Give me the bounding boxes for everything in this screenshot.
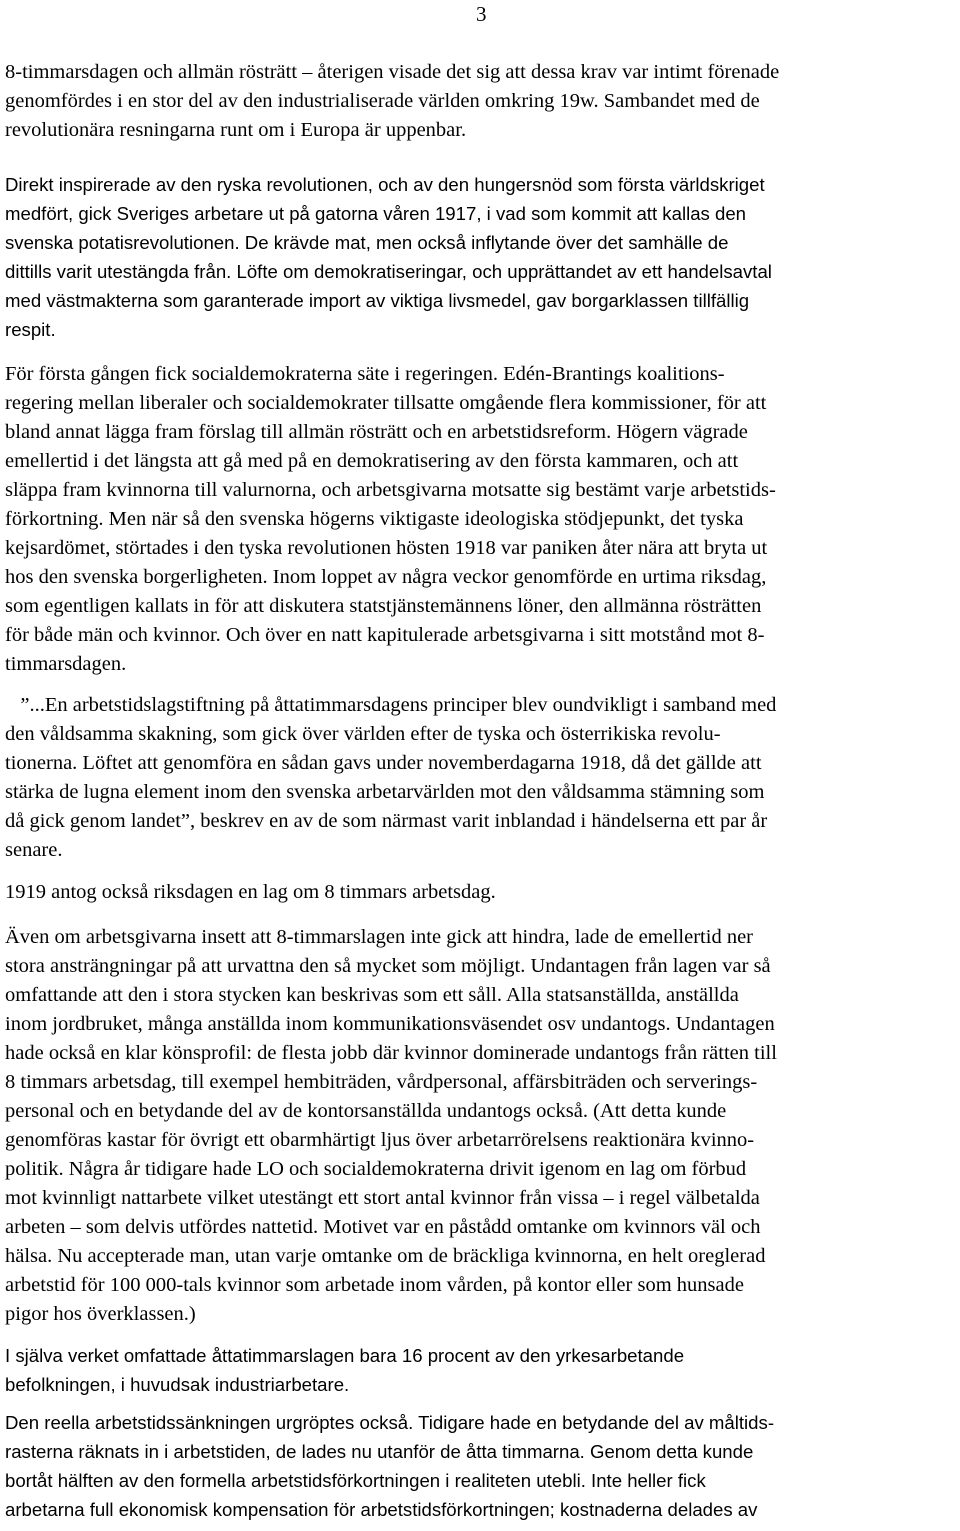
text-line: genomföras kastar för övrigt ett obarmhärtigt ljus över arbetarrörelsens reaktionära kvinno-	[5, 1129, 755, 1151]
text-line: arbetarna full ekonomisk kompensation för arbetstidsförkortningen; kostnaderna delades av	[5, 1499, 758, 1520]
text-line: stora ansträngningar på att urvattna den så mycket som möjligt. Undantagen från lagen var så	[5, 955, 771, 977]
text-line: 8-timmarsdagen och allmän rösträtt – återigen visade det sig att dessa krav var intimt förenade	[5, 61, 780, 83]
text-line: inom jordbruket, många anställda inom kommunikationsväsendet osv undantogs. Undantagen	[5, 1013, 775, 1035]
text-line: genomfördes i en stor del av den industrialiserade världen omkring 19w. Sambandet med de	[5, 90, 760, 112]
text-line: för både män och kvinnor. Och över en natt kapitulerade arbetsgivarna i sitt motstånd mot 8-	[5, 624, 765, 646]
text-line: då gick genom landet”, beskrev en av de som närmast varit inblandad i händelserna ett par år	[5, 810, 768, 832]
text-line: ”...En arbetstidslagstiftning på åttatimmarsdagens principer blev oundvikligt i samband med	[5, 694, 777, 716]
text-line: Även om arbetsgivarna insett att 8-timmarslagen inte gick att hindra, lade de emellertid ner	[5, 926, 753, 948]
page-number: 3	[476, 2, 487, 26]
text-line: pigor hos överklassen.)	[5, 1303, 196, 1325]
text-line: dittills varit utestängda från. Löfte om demokratiseringar, och upprättandet av ett handelsavtal	[5, 261, 772, 282]
text-line: arbeten – som delvis utfördes nattetid. Motivet var en påstådd omtanke om kvinnors väl och	[5, 1216, 761, 1238]
text-line: svenska potatisrevolutionen. De krävde mat, men också inflytande över det samhälle de	[5, 232, 729, 253]
text-line: respit.	[5, 319, 56, 340]
text-line: bortåt hälften av den formella arbetstidsförkortningen i realiteten utebli. Inte heller fick	[5, 1470, 706, 1491]
text-line: personal och en betydande del av de kontorsanställda undantogs också. (Att detta kunde	[5, 1100, 727, 1122]
text-line: arbetstid för 100 000-tals kvinnor som arbetade inom vården, på kontor eller som hunsade	[5, 1274, 744, 1296]
text-line: kejsardömet, störtades i den tyska revolutionen hösten 1918 var paniken åter nära att bryta ut	[5, 537, 768, 559]
text-line: omfattande att den i stora stycken kan beskrivas som ett såll. Alla statsanställda, anställda	[5, 984, 739, 1006]
text-line: senare.	[5, 839, 63, 861]
text-line: befolkningen, i huvudsak industriarbetare.	[5, 1374, 350, 1395]
text-line: förkortning. Men när så den svenska högerns viktigaste ideologiska stödjepunkt, det tyska	[5, 508, 744, 530]
text-line: 1919 antog också riksdagen en lag om 8 timmars arbetsdag.	[5, 881, 496, 903]
text-line: Direkt inspirerade av den ryska revolutionen, och av den hungersnöd som första världskriget	[5, 174, 765, 195]
text-line: I själva verket omfattade åttatimmarslagen bara 16 procent av den yrkesarbetande	[5, 1345, 685, 1366]
text-line: hos den svenska borgerligheten. Inom loppet av några veckor genomförde en urtima riksdag,	[5, 566, 767, 588]
text-line: regering mellan liberaler och socialdemokrater tillsatte omgående flera kommissioner, för att	[5, 392, 767, 414]
text-line: bland annat lägga fram förslag till allmän rösträtt och en arbetstidsreform. Högern vägrade	[5, 421, 748, 443]
text-line: emellertid i det längsta att gå med på en demokratisering av den första kammaren, och att	[5, 450, 739, 472]
text-line: timmarsdagen.	[5, 653, 127, 675]
text-line: tionerna. Löftet att genomföra en sådan gavs under novemberdagarna 1918, då det gällde att	[5, 752, 762, 774]
text-line: 8 timmars arbetsdag, till exempel hembiträden, vårdpersonal, affärsbiträden och serverings-	[5, 1071, 758, 1093]
text-line: med västmakterna som garanterade import av viktiga livsmedel, gav borgarklassen tillfällig	[5, 290, 750, 311]
text-line: stärka de lugna element inom den svenska arbetarvärlden mot den våldsamma stämning som	[5, 781, 765, 803]
text-line: den våldsamma skakning, som gick över världen efter de tyska och österrikiska revolu-	[5, 723, 721, 745]
text-line: rasterna räknats in i arbetstiden, de lades nu utanför de åtta timmarna. Genom detta kunde	[5, 1441, 754, 1462]
text-line: släppa fram kvinnorna till valurnorna, och arbetsgivarna motsatte sig bestämt varje arbetstids-	[5, 479, 776, 501]
text-line: mot kvinnligt nattarbete vilket utestängt ett stort antal kvinnor från vissa – i regel välbetalda	[5, 1187, 760, 1209]
text-line: som egentligen kallats in för att diskutera statstjänstemännens löner, den allmänna rösträtten	[5, 595, 762, 617]
text-line: För första gången fick socialdemokraterna säte i regeringen. Edén-Brantings koalitions-	[5, 363, 725, 385]
text-line: hälsa. Nu accepterade man, utan varje omtanke om de bräckliga kvinnorna, en helt oreglerad	[5, 1245, 766, 1267]
text-line: politik. Några år tidigare hade LO och socialdemokraterna drivit igenom en lag om förbud	[5, 1158, 747, 1180]
text-line: medfört, gick Sveriges arbetare ut på gatorna våren 1917, i vad som kommit att kallas den	[5, 203, 747, 224]
text-line: hade också en klar könsprofil: de flesta jobb där kvinnor dominerade undantogs från rätten till	[5, 1042, 777, 1064]
text-line: revolutionära resningarna runt om i Europa är uppenbar.	[5, 119, 467, 141]
text-line: Den reella arbetstidssänkningen urgröptes också. Tidigare hade en betydande del av måltids-	[5, 1412, 775, 1433]
